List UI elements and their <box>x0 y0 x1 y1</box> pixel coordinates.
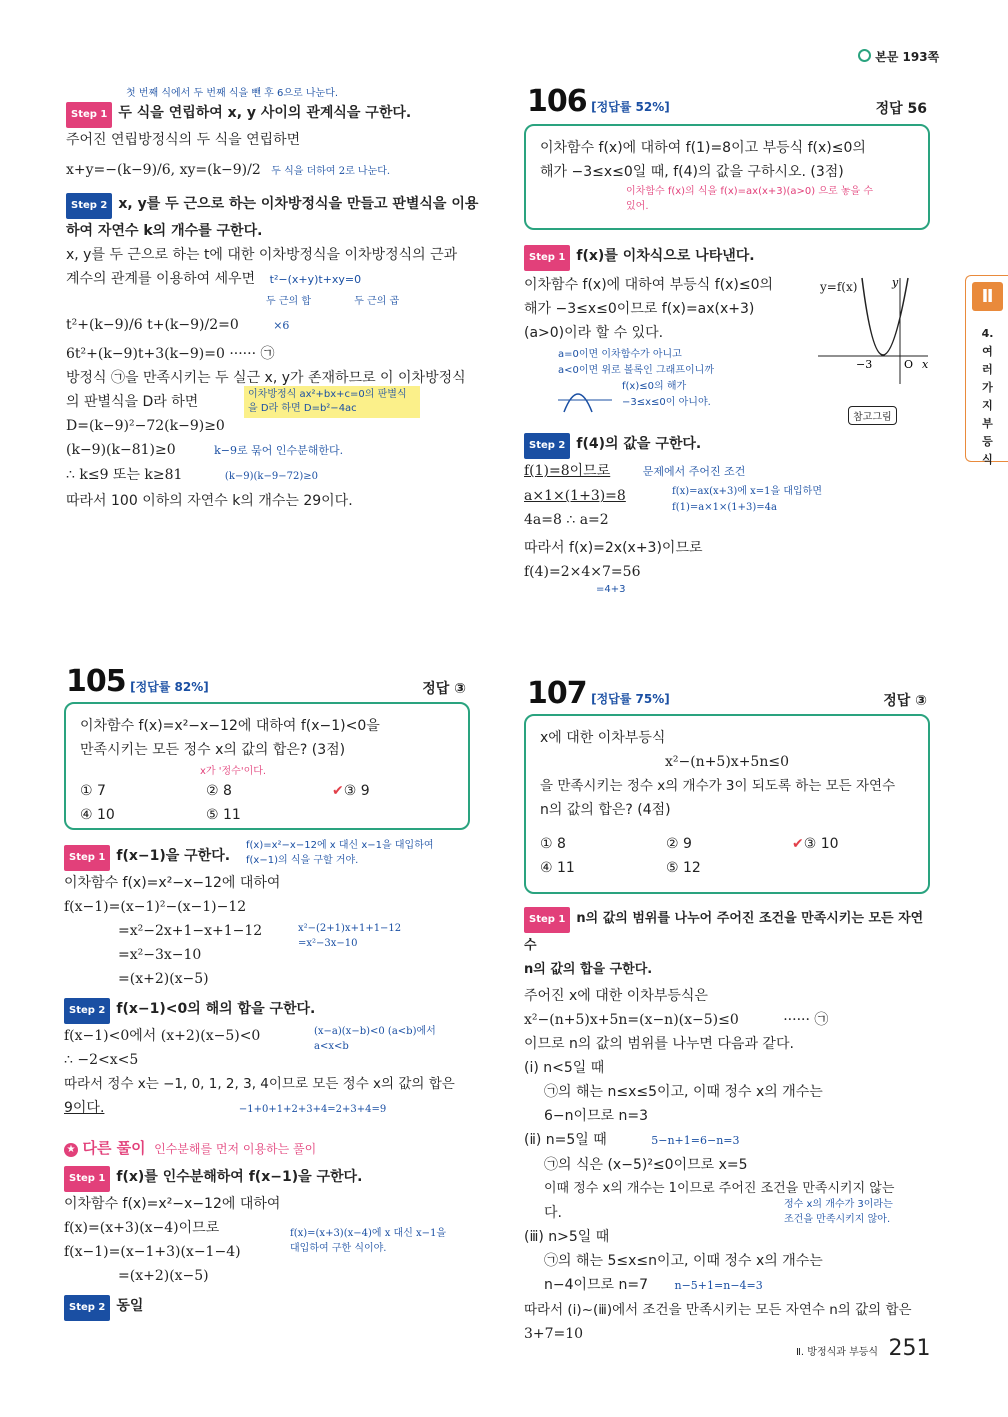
sum-note: −1+0+1+2+3+4=2+3+4=9 <box>238 1104 387 1115</box>
formula-line: x²−(n+5)x+5n=(x−n)(x−5)≤0 <box>524 1012 739 1028</box>
correct-rate: [정답률 75%] <box>591 692 670 706</box>
choice-4[interactable]: ④ 11 <box>540 860 575 876</box>
side-note: f(x)≤0의 해가 <box>622 381 687 392</box>
substitute-note: f(x)=ax(x+3)에 x=1을 대입하면 <box>672 486 823 497</box>
condition-note: 정수 x의 개수가 3이라는 <box>784 1199 893 1210</box>
question-formula: x²−(n+5)x+5n≤0 <box>664 754 789 770</box>
multiply-note: ×6 <box>273 319 290 332</box>
text-line: 따라서 정수 x는 −1, 0, 1, 2, 3, 4이므로 모든 정수 x의 값의 합은 <box>64 1076 455 1092</box>
step1-title: n의 값의 범위를 나누어 주어진 조건을 만족시키는 모든 자연수 <box>524 911 924 953</box>
text-line: 6−n이므로 n=3 <box>544 1108 649 1124</box>
text-line: 다. <box>544 1205 562 1221</box>
step2-title: f(x−1)<0의 해의 합을 구한다. <box>116 1001 316 1017</box>
question-line: 이차함수 f(x)에 대하여 f(1)=8이고 부등식 f(x)≤0의 <box>540 140 866 156</box>
conclusion: 따라서 (ⅰ)~(ⅲ)에서 조건을 만족시키는 모든 자연수 n의 값의 합은 <box>524 1302 912 1318</box>
side-note: a<0이면 위로 볼록인 그래프이니까 <box>558 365 714 376</box>
circle-icon <box>858 49 871 62</box>
question-line: 만족시키는 모든 정수 x의 값의 합은? (3점) <box>80 742 346 758</box>
reference-graph <box>816 272 934 422</box>
choice-2[interactable]: ② 8 <box>206 783 232 799</box>
formula-line: =x²−3x−10 <box>118 947 202 963</box>
sum-note: 두 근의 합 <box>266 296 311 307</box>
problem-106-header <box>527 84 927 119</box>
text-line: ㉠의 식은 (x−5)²≤0이므로 x=5 <box>544 1157 748 1173</box>
formula-line: =(x+2)(x−5) <box>118 1268 209 1284</box>
svg-text:x: x <box>922 358 929 371</box>
text-line: 이차함수 f(x)=x²−x−12에 대하여 <box>64 1196 281 1212</box>
solution-104 <box>66 84 486 513</box>
formula-line: x+y=−(k−9)/6, xy=(k−9)/2 <box>66 162 261 178</box>
text-line: 주어진 연립방정식의 두 식을 연립하면 <box>66 132 301 148</box>
substitute-note: f(1)=a×1×(1+3)=4a <box>672 502 777 513</box>
step1-title: f(x−1)을 구한다. <box>116 848 231 864</box>
formula-note: 두 식을 더하여 2로 나눈다. <box>271 166 391 177</box>
correct-rate: [정답률 52%] <box>591 100 670 114</box>
formula-line: =(x+2)(x−5) <box>118 971 209 987</box>
text-line: 따라서 f(x)=2x(x+3)이므로 <box>524 540 703 556</box>
reference-text: 본문 193쪽 <box>875 50 940 64</box>
case-heading: (ⅱ) n=5일 때 <box>524 1132 607 1148</box>
problem-106-box <box>524 124 930 230</box>
text-line: 방정식 ㉠을 만족시키는 두 실근 x, y가 존재하므로 이 이차방정식 <box>66 370 466 386</box>
parabola-graph <box>816 272 934 392</box>
tab-roman: Ⅱ <box>972 282 1003 311</box>
step1-title: 두 식을 연립하여 x, y 사이의 관계식을 구한다. <box>118 105 412 121</box>
sum-note: =4+3 <box>596 584 626 595</box>
problem-number: 107 <box>527 676 587 711</box>
formula-line: =x²−2x+1−x+1−12 <box>118 923 263 939</box>
substitute-note: f(x)=x²−x−12에 x 대신 x−1을 대입하여 <box>246 840 434 851</box>
formula-line: a×1×(1+3)=8 <box>524 488 626 504</box>
step1-title: f(x)를 이차식으로 나타낸다. <box>576 248 755 264</box>
text-line: (a>0)이라 할 수 있다. <box>524 325 664 341</box>
step1-badge: Step 1 <box>524 907 570 933</box>
svg-text:−3: −3 <box>856 358 873 371</box>
inequality-note: (x−a)(x−b)<0 (a<b)에서 <box>314 1026 436 1037</box>
svg-text:y: y <box>892 276 899 289</box>
text-line: 해가 −3≤x≤0이므로 f(x)=ax(x+3) <box>524 301 755 317</box>
small-parabola-icon <box>556 382 616 418</box>
tab-chapter: 4. 여러 가지 부등식 <box>981 327 994 466</box>
formula-line: f(x−1)=(x−1+3)(x−1−4) <box>64 1244 241 1260</box>
step1-title-cont: n의 값의 합을 구한다. <box>524 962 653 977</box>
text-line: 이므로 n의 값의 범위를 나누면 다음과 같다. <box>524 1036 794 1052</box>
question-line: 이차함수 f(x)=x²−x−12에 대하여 f(x−1)<0을 <box>80 718 380 734</box>
graph-caption: 참고그림 <box>848 406 897 425</box>
problem-107-header <box>527 676 927 711</box>
condition-note: 조건을 만족시키지 않아. <box>784 1214 891 1225</box>
text-line: ㉠의 해는 5≤x≤n이고, 이때 정수 x의 개수는 <box>544 1253 823 1269</box>
svg-text:O: O <box>904 358 914 371</box>
problem-107-box <box>524 714 930 894</box>
step1-badge: Step 1 <box>66 102 112 128</box>
chapter-tab[interactable] <box>965 275 1008 466</box>
formula-line: f(4)=2×4×7=56 <box>524 564 641 580</box>
correct-rate: [정답률 82%] <box>130 680 209 694</box>
formula-line: 6t²+(k−9)t+3(k−9)=0 ······ ㉠ <box>66 346 275 362</box>
alt-step1-title: f(x)를 인수분해하여 f(x−1)을 구한다. <box>116 1169 363 1185</box>
text-line: 주어진 x에 대한 이차부등식은 <box>524 988 708 1004</box>
conclusion: 따라서 100 이하의 자연수 k의 개수는 29이다. <box>66 493 353 509</box>
formula-line: f(x−1)=(x−1)²−(x−1)−12 <box>64 899 247 915</box>
substitute-note: f(x)=(x+3)(x−4)에 x 대신 x−1을 <box>290 1228 447 1239</box>
text-line: ㉠의 해는 n≤x≤5이고, 이때 정수 x의 개수는 <box>544 1084 823 1100</box>
side-note: −3≤x≤0이 아니야. <box>622 397 711 408</box>
section-name: Ⅱ. 방정식과 부등식 <box>796 1347 879 1358</box>
choice-4[interactable]: ④ 10 <box>80 807 115 823</box>
alt-step2-title: 동일 <box>116 1298 144 1314</box>
choice-3[interactable]: ✔③ 10 <box>792 836 839 852</box>
top-note: 첫 번째 식에서 두 번째 식을 뺀 후 6으로 나눈다. <box>126 88 339 99</box>
case-heading: (ⅲ) n>5일 때 <box>524 1229 610 1245</box>
count-note: 5−n+1=6−n=3 <box>651 1134 740 1147</box>
star-icon: ★ <box>64 1143 78 1157</box>
alt-solution-title: 다른 풀이 <box>82 1139 146 1157</box>
choice-2[interactable]: ② 9 <box>666 836 692 852</box>
text-line: 9이다. <box>64 1100 105 1116</box>
step2-title: f(4)의 값을 구한다. <box>576 436 702 452</box>
check-icon: ✔ <box>332 783 344 799</box>
inequality-note: a<x<b <box>314 1041 349 1052</box>
factor-note: k−9로 묶어 인수분해한다. <box>214 444 344 457</box>
problem-105-box <box>64 702 470 830</box>
text-line: 이차함수 f(x)에 대하여 부등식 f(x)≤0의 <box>524 277 774 293</box>
question-note: 이차함수 f(x)의 식을 f(x)=ax(x+3)(a>0) 으로 놓을 수 있어. <box>626 186 874 212</box>
choice-5[interactable]: ⑤ 12 <box>666 860 701 876</box>
alt-step2-badge: Step 2 <box>64 1295 110 1321</box>
problem-number: 106 <box>527 84 587 119</box>
text-line: 의 판별식을 D라 하면 <box>66 394 199 410</box>
discriminant-note: 이차방정식 ax²+bx+c=0의 판별식을 D라 하면 D=b²−4ac <box>244 386 420 418</box>
page-footer <box>796 1336 931 1361</box>
expand-note: =x²−3x−10 <box>298 938 358 949</box>
choice-3[interactable]: ✔③ 9 <box>332 783 370 799</box>
question-line: 을 만족시키는 정수 x의 개수가 3이 되도록 하는 모든 자연수 <box>540 778 896 794</box>
answer-label: 정답 ③ <box>883 693 927 709</box>
text-line: 이때 정수 x의 개수는 1이므로 주어진 조건을 만족시키지 않는 <box>544 1181 895 1196</box>
page-number: 251 <box>888 1336 931 1361</box>
step2-badge: Step 2 <box>66 193 112 219</box>
equation-tag: ······ ㉠ <box>783 1012 829 1028</box>
choice-1[interactable]: ① 7 <box>80 783 106 799</box>
check-icon: ✔ <box>792 836 804 852</box>
case-heading: (ⅰ) n<5일 때 <box>524 1060 605 1076</box>
step1-badge: Step 1 <box>524 245 570 271</box>
formula-line: 4a=8 ∴ a=2 <box>524 512 609 528</box>
question-note: x가 '정수'이다. <box>200 766 267 777</box>
substitute-note: 대입하여 구한 식이야. <box>290 1243 387 1254</box>
question-line: x에 대한 이차부등식 <box>540 730 666 746</box>
problem-105-header <box>66 664 466 699</box>
formula-line: f(x−1)<0에서 (x+2)(x−5)<0 <box>64 1028 261 1044</box>
quadratic-note: t²−(x+y)t+xy=0 <box>269 273 362 286</box>
formula-line: D=(k−9)²−72(k−9)≥0 <box>66 418 225 434</box>
choice-1[interactable]: ① 8 <box>540 836 566 852</box>
problem-number: 105 <box>66 664 126 699</box>
factor-note-2: (k−9)(k−9−72)≥0 <box>224 471 318 482</box>
page-reference <box>858 48 939 65</box>
step2-badge: Step 2 <box>64 998 110 1024</box>
text-line: n−4이므로 n=7 <box>544 1277 649 1293</box>
text-line: 계수의 관계를 이용하여 세우면 <box>66 271 256 287</box>
step2-badge: Step 2 <box>524 433 570 459</box>
formula-line: ∴ k≤9 또는 k≥81 <box>66 467 183 483</box>
answer-label: 정답 56 <box>875 101 927 117</box>
condition-note: 문제에서 주어진 조건 <box>642 465 746 478</box>
alt-solution-subtitle: 인수분해를 먼저 이용하는 풀이 <box>154 1142 317 1156</box>
count-note: n−5+1=n−4=3 <box>674 1279 763 1292</box>
solution-107 <box>524 906 934 1346</box>
formula-line: (k−9)(k−81)≥0 <box>66 442 176 458</box>
step1-badge: Step 1 <box>64 845 110 871</box>
question-line: n의 값의 합은? (4점) <box>540 802 671 818</box>
product-note: 두 근의 곱 <box>354 296 400 307</box>
alt-step1-badge: Step 1 <box>64 1166 110 1192</box>
side-note: a=0이면 이차함수가 아니고 <box>558 349 682 360</box>
step2-title: x, y를 두 근으로 하는 이차방정식을 만들고 판별식을 이용하여 자연수 k의 개수를 구한다. <box>66 196 479 239</box>
final-answer: 3+7=10 <box>524 1326 584 1342</box>
formula-line: ∴ −2<x<5 <box>64 1052 139 1068</box>
formula-line: f(1)=8이므로 <box>524 463 611 479</box>
formula-line: f(x)=(x+3)(x−4)이므로 <box>64 1220 220 1236</box>
graph-label: y=f(x) <box>820 280 858 294</box>
solution-106-step2 <box>524 432 934 595</box>
expand-note: x²−(2+1)x+1+1−12 <box>298 923 402 934</box>
question-line: 해가 −3≤x≤0일 때, f(4)의 값을 구하시오. (3점) <box>540 164 844 180</box>
text-line: x, y를 두 근으로 하는 t에 대한 이차방정식을 이차방정식의 근과 <box>66 247 458 263</box>
answer-label: 정답 ③ <box>422 681 466 697</box>
text-line: 이차함수 f(x)=x²−x−12에 대하여 <box>64 875 281 891</box>
substitute-note: f(x−1)의 식을 구할 거야. <box>246 855 359 866</box>
choice-5[interactable]: ⑤ 11 <box>206 807 241 823</box>
formula-line: t²+(k−9)/6 t+(k−9)/2=0 <box>66 317 239 333</box>
solution-105 <box>64 840 494 1321</box>
